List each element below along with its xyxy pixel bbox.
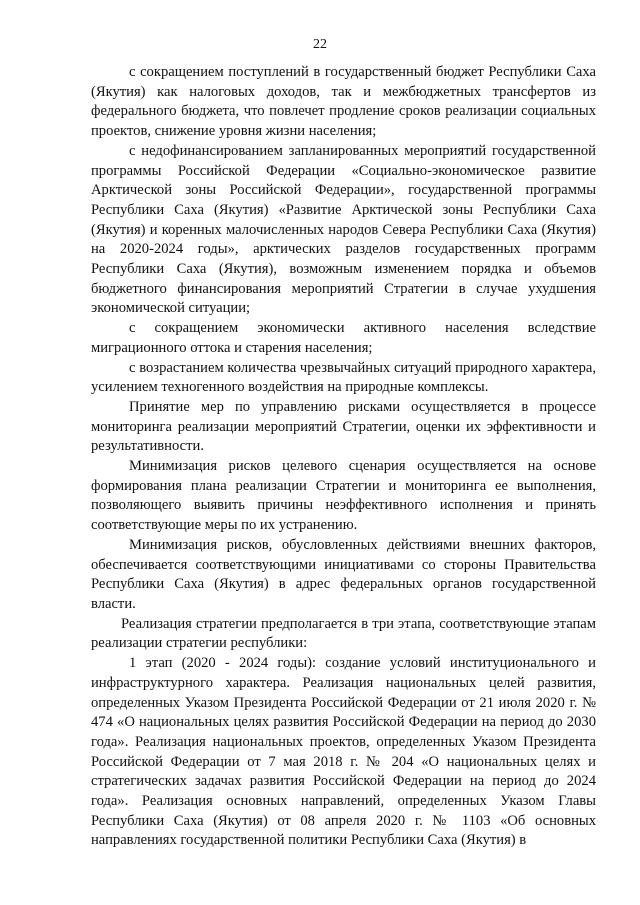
paragraph-budget-risk: с сокращением поступлений в государственный бюджет Республики Саха (Якутия) как налоговых доходов, так и межбюджетных трансфертов из федерального бюджета, что повлечет продление сроков реализации социальных проектов, снижение уровня жизни населения; <box>91 64 596 140</box>
paragraph-risk-management: Принятие мер по управлению рисками осуществляется в процессе мониторинга реализации мероприятий Стратегии, оценки их эффективности и результативности. <box>91 398 596 455</box>
page-body <box>91 63 596 851</box>
paragraph-emergency-risk: с возрастанием количества чрезвычайных ситуаций природного характера, усилением техногенного воздействия на природные комплексы. <box>91 359 596 396</box>
paragraph-population-risk: с сокращением экономически активного населения вследствие миграционного оттока и старения населения; <box>91 320 596 356</box>
paragraph-underfunding-risk: с недофинансированием запланированных мероприятий государственной программы Российской Федерации «Социально-экономическое развитие Арктической зоны Российской Федерации», государственной программы Республики Саха (Якутия) «Развитие Арктической зоны Республики Саха (Якутия) и коренных малочисленных народов Севера Республики Саха (Якутия) на 2020-2024 годы», арктических разделов государственных программ Республики Саха (Якутия), возможным изменением порядка и объемов бюджетного финансирования мероприятий Стратегии в случае ухудшения экономической ситуации; <box>91 142 596 317</box>
page-number: 22 <box>313 37 327 52</box>
paragraph-stage-one: 1 этап (2020 - 2024 годы): создание условий институционального и инфраструктурного характера. Реализация национальных целей развития, определенных Указом Президента Российской Федерации от 21 июля 2020 г. № 474 «О национальных целях развития Российской Федерации на период до 2030 года». Реализация национальных проектов, определенных Указом Президента Российской Федерации от 7 мая 2018 г. № 204 «О национальных целях и стратегических задачах развития Российской Федерации на период до 2024 года». Реализация основных направлений, определенных Указом Главы Республики Саха (Якутия) от 08 апреля 2020 г. № 1103 «Об основных направлениях государственной политики Республики Саха (Якутия) в <box>91 655 596 849</box>
paragraph-target-scenario: Минимизация рисков целевого сценария осуществляется на основе формирования плана реализации Стратегии и мониторинга ее выполнения, позволяющего выявить причины неэффективного исполнения и принять соответствующие меры по их устранению. <box>91 458 596 534</box>
paragraph-strategy-stages: Реализация стратегии предполагается в три этапа, соответствующие этапам реализации стратегии республики: <box>91 615 596 652</box>
paragraph-external-factors: Минимизация рисков, обусловленных действиями внешних факторов, обеспечивается соответствующими инициативами со стороны Правительства Республики Саха (Якутия) в адрес федеральных органов государственной власти. <box>91 536 596 612</box>
